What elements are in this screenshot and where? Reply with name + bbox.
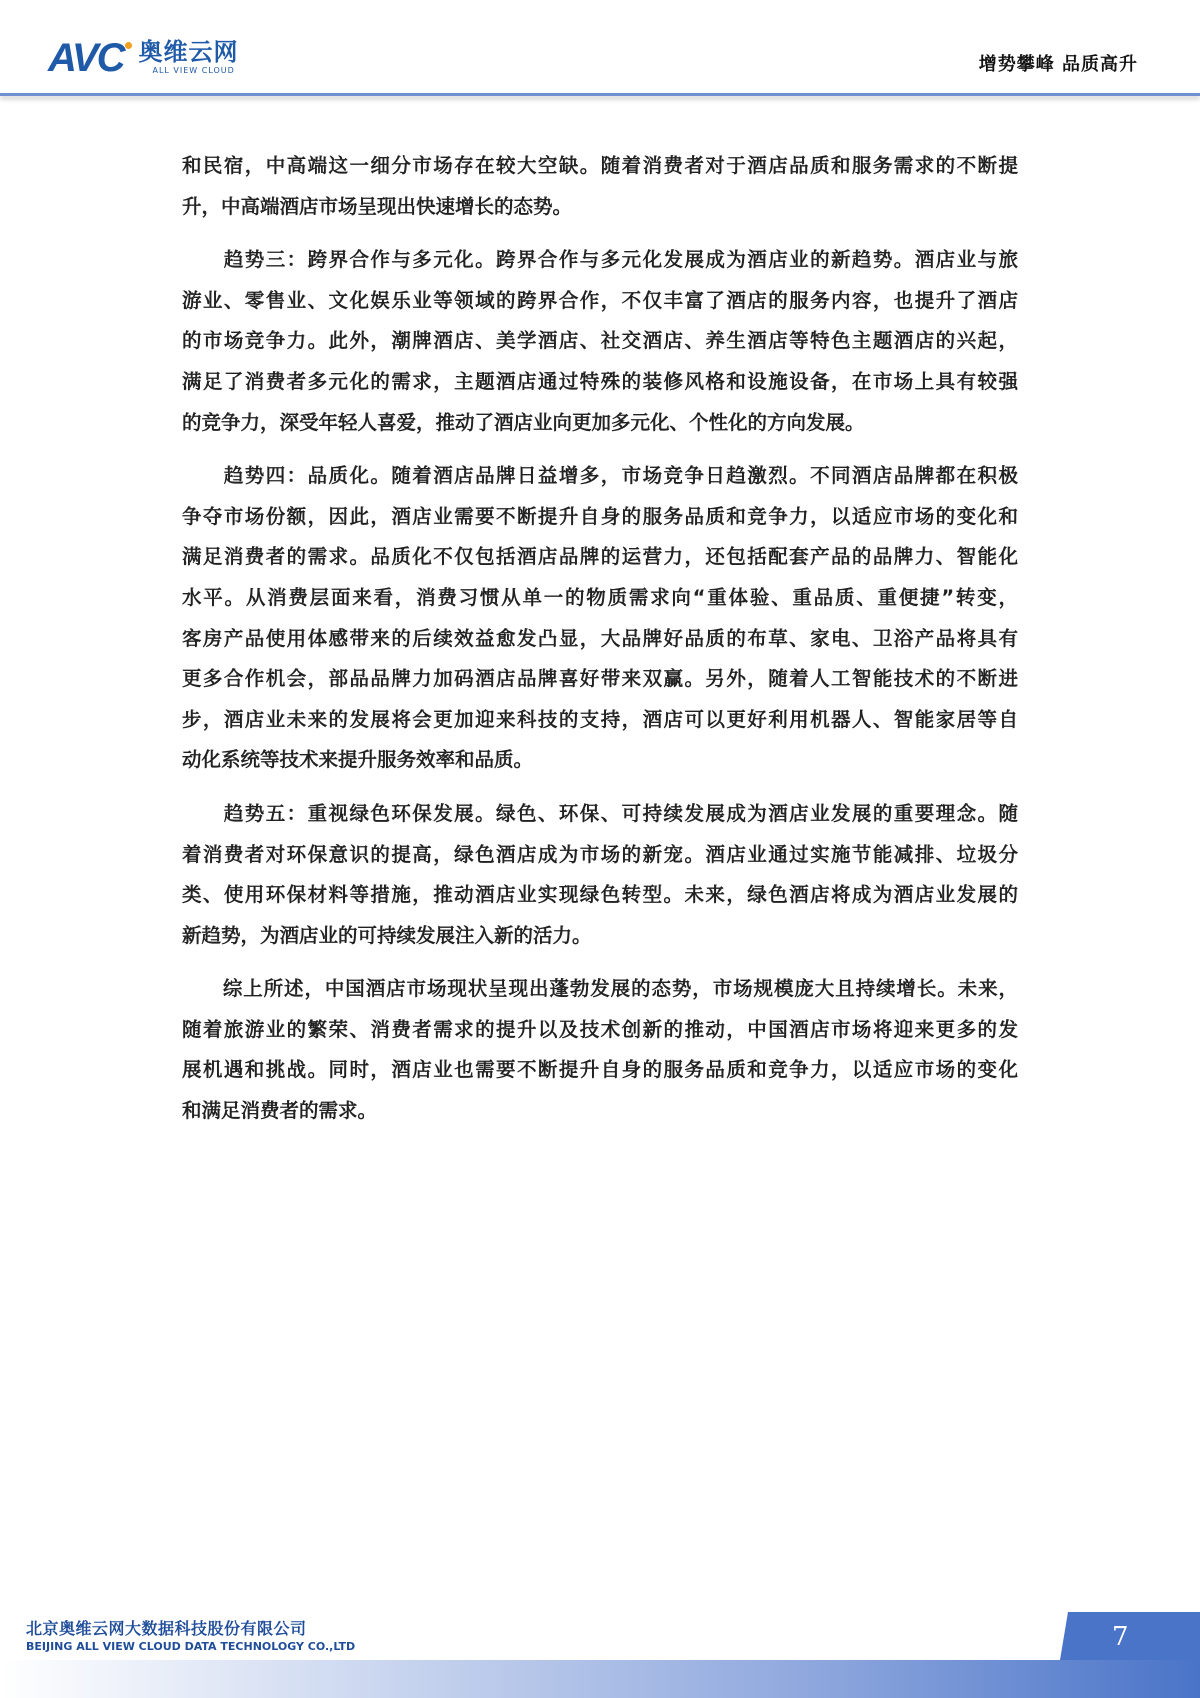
text-line: 综上所述，中国酒店市场现状呈现出蓬勃发展的态势，市场规模庞大且持续增长。未来， (182, 977, 1018, 1001)
text-line: 新趋势，为酒店业的可持续发展注入新的活力。 (182, 923, 592, 947)
page-number-tab (1060, 1612, 1200, 1660)
logo-en-text: ALL VIEW CLOUD (152, 66, 235, 75)
logo-dot-icon (125, 42, 132, 49)
text-line: 步，酒店业未来的发展将会更加迎来科技的支持，酒店可以更好利用机器人、智能家居等自 (182, 707, 1018, 731)
text-line: 水平。从消费层面来看，消费习惯从单一的物质需求向“重体验、重品质、重便捷”转变， (182, 585, 1018, 609)
text-line: 客房产品使用体感带来的后续效益愈发凸显，大品牌好品质的布草、家电、卫浴产品将具有 (182, 626, 1018, 650)
text-line: 随着旅游业的繁荣、消费者需求的提升以及技术创新的推动，中国酒店市场将迎来更多的发 (182, 1017, 1018, 1041)
text-line: 展机遇和挑战。同时，酒店业也需要不断提升自身的服务品质和竞争力，以适应市场的变化 (182, 1058, 1018, 1082)
logo-mark: AVC (48, 36, 124, 80)
text-line: 满足了消费者多元化的需求，主题酒店通过特殊的装修风格和设施设备，在市场上具有较强 (182, 369, 1018, 393)
document-body (182, 146, 1018, 1132)
text-line: 满足消费者的需求。品质化不仅包括酒店品牌的运营力，还包括配套产品的品牌力、智能化 (182, 545, 1018, 569)
avc-logo (48, 38, 238, 82)
text-line: 着消费者对环保意识的提高，绿色酒店成为市场的新宠。酒店业通过实施节能减排、垃圾分 (182, 842, 1018, 866)
logo-cn-text: 奥维云网 (138, 38, 239, 66)
header-slogan: 增势攀峰 品质高升 (978, 54, 1138, 75)
text-line: 游业、零售业、文化娱乐业等领域的跨界合作，不仅丰富了酒店的服务内容，也提升了酒店 (182, 288, 1018, 312)
text-line: 趋势三：跨界合作与多元化。跨界合作与多元化发展成为酒店业的新趋势。酒店业与旅 (182, 248, 1018, 272)
paragraph (182, 969, 1018, 1131)
footer-company-cn: 北京奥维云网大数据科技股份有限公司 (26, 1619, 307, 1638)
paragraph (182, 146, 1018, 227)
text-line: 的竞争力，深受年轻人喜爱，推动了酒店业向更加多元化、个性化的方向发展。 (182, 410, 865, 434)
text-line: 类、使用环保材料等措施，推动酒店业实现绿色转型。未来，绿色酒店将成为酒店业发展的 (182, 883, 1018, 907)
paragraph (182, 240, 1018, 443)
text-line: 趋势四：品质化。随着酒店品牌日益增多，市场竞争日趋激烈。不同酒店品牌都在积极 (182, 464, 1018, 488)
text-line: 的市场竞争力。此外，潮牌酒店、美学酒店、社交酒店、养生酒店等特色主题酒店的兴起， (182, 329, 1018, 353)
text-line: 争夺市场份额，因此，酒店业需要不断提升自身的服务品质和竞争力，以适应市场的变化和 (182, 504, 1018, 528)
page-number: 7 (1112, 1622, 1129, 1652)
footer-company-en: BEIJING ALL VIEW CLOUD DATA TECHNOLOGY CO.,LTD (26, 1640, 356, 1653)
text-line: 和满足消费者的需求。 (182, 1099, 378, 1123)
paragraph (182, 456, 1018, 781)
text-line: 升，中高端酒店市场呈现出快速增长的态势。 (182, 194, 573, 218)
text-line: 和民宿，中高端这一细分市场存在较大空缺。随着消费者对于酒店品质和服务需求的不断提 (182, 154, 1018, 177)
text-line: 更多合作机会，部品品牌力加码酒店品牌喜好带来双赢。另外，随着人工智能技术的不断进 (182, 667, 1018, 691)
footer-gradient-band (0, 1660, 1200, 1698)
text-line: 趋势五：重视绿色环保发展。绿色、环保、可持续发展成为酒店业发展的重要理念。随 (182, 801, 1018, 825)
paragraph (182, 794, 1018, 956)
header-divider (0, 93, 1200, 96)
text-line: 动化系统等技术来提升服务效率和品质。 (182, 748, 534, 772)
